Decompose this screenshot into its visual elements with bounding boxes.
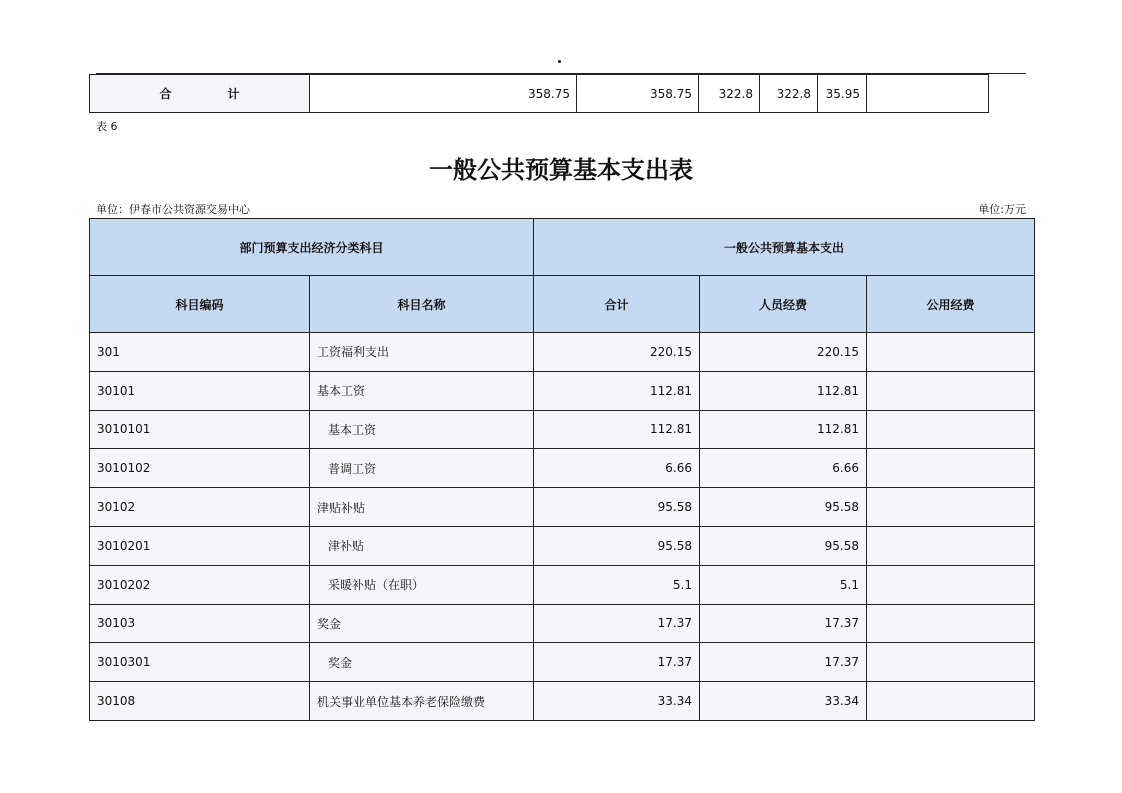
row-public <box>867 333 1035 372</box>
row-name: 普调工资 <box>310 449 534 488</box>
header-code: 科目编码 <box>90 276 310 333</box>
row-name: 基本工资 <box>310 371 534 410</box>
row-personnel: 112.81 <box>700 371 867 410</box>
row-name: 津补贴 <box>310 526 534 565</box>
row-name: 奖金 <box>310 604 534 643</box>
row-total: 112.81 <box>534 371 700 410</box>
row-code: 3010202 <box>90 565 310 604</box>
total-cell <box>867 75 989 113</box>
header-personnel: 人员经费 <box>700 276 867 333</box>
table-row <box>90 410 1035 449</box>
table-row <box>90 643 1035 682</box>
table-row <box>90 371 1035 410</box>
row-total: 220.15 <box>534 333 700 372</box>
row-total: 17.37 <box>534 604 700 643</box>
table-row <box>90 526 1035 565</box>
row-personnel: 220.15 <box>700 333 867 372</box>
unit-currency: 单位:万元 <box>978 203 1026 216</box>
row-code: 301 <box>90 333 310 372</box>
row-public <box>867 643 1035 682</box>
row-public <box>867 371 1035 410</box>
header-column-row <box>90 276 1035 333</box>
table-row <box>90 449 1035 488</box>
row-public <box>867 682 1035 721</box>
row-total: 6.66 <box>534 449 700 488</box>
row-public <box>867 604 1035 643</box>
row-total: 95.58 <box>534 488 700 527</box>
total-cell: 322.8 <box>699 75 760 113</box>
header-total: 合计 <box>534 276 700 333</box>
header-basic-expenditure: 一般公共预算基本支出 <box>534 219 1035 276</box>
row-code: 30108 <box>90 682 310 721</box>
row-name: 奖金 <box>310 643 534 682</box>
row-personnel: 95.58 <box>700 526 867 565</box>
budget-table <box>89 218 1035 721</box>
total-cell: 35.95 <box>818 75 867 113</box>
row-name: 基本工资 <box>310 410 534 449</box>
row-code: 30102 <box>90 488 310 527</box>
header-economic-classification: 部门预算支出经济分类科目 <box>90 219 534 276</box>
row-personnel: 6.66 <box>700 449 867 488</box>
row-total: 17.37 <box>534 643 700 682</box>
header-group-row <box>90 219 1035 276</box>
page-title: 一般公共预算基本支出表 <box>429 156 693 184</box>
row-name: 津贴补贴 <box>310 488 534 527</box>
unit-organization: 单位：伊春市公共资源交易中心 <box>96 203 250 216</box>
total-cell: 358.75 <box>310 75 577 113</box>
row-personnel: 33.34 <box>700 682 867 721</box>
page-dot <box>558 60 561 63</box>
row-public <box>867 488 1035 527</box>
total-cell: 358.75 <box>577 75 699 113</box>
row-name: 工资福利支出 <box>310 333 534 372</box>
header-public: 公用经费 <box>867 276 1035 333</box>
total-table <box>89 74 989 113</box>
row-public <box>867 526 1035 565</box>
table-row <box>90 682 1035 721</box>
row-total: 5.1 <box>534 565 700 604</box>
total-label-left: 合 <box>159 87 172 101</box>
row-code: 3010101 <box>90 410 310 449</box>
row-personnel: 112.81 <box>700 410 867 449</box>
row-code: 30101 <box>90 371 310 410</box>
total-row <box>90 75 989 113</box>
table-row <box>90 333 1035 372</box>
table-row <box>90 488 1035 527</box>
row-personnel: 95.58 <box>700 488 867 527</box>
row-public <box>867 410 1035 449</box>
row-public <box>867 565 1035 604</box>
total-label-right: 计 <box>227 87 240 101</box>
row-public <box>867 449 1035 488</box>
table-row <box>90 604 1035 643</box>
row-personnel: 17.37 <box>700 643 867 682</box>
row-code: 3010102 <box>90 449 310 488</box>
total-cell: 322.8 <box>760 75 818 113</box>
row-name: 采暖补贴（在职） <box>310 565 534 604</box>
row-total: 95.58 <box>534 526 700 565</box>
table-number: 表 6 <box>96 120 118 133</box>
row-name: 机关事业单位基本养老保险缴费 <box>310 682 534 721</box>
table-row <box>90 565 1035 604</box>
header-name: 科目名称 <box>310 276 534 333</box>
row-total: 112.81 <box>534 410 700 449</box>
row-personnel: 17.37 <box>700 604 867 643</box>
row-code: 3010301 <box>90 643 310 682</box>
row-code: 3010201 <box>90 526 310 565</box>
row-code: 30103 <box>90 604 310 643</box>
total-label <box>90 75 310 113</box>
row-personnel: 5.1 <box>700 565 867 604</box>
row-total: 33.34 <box>534 682 700 721</box>
